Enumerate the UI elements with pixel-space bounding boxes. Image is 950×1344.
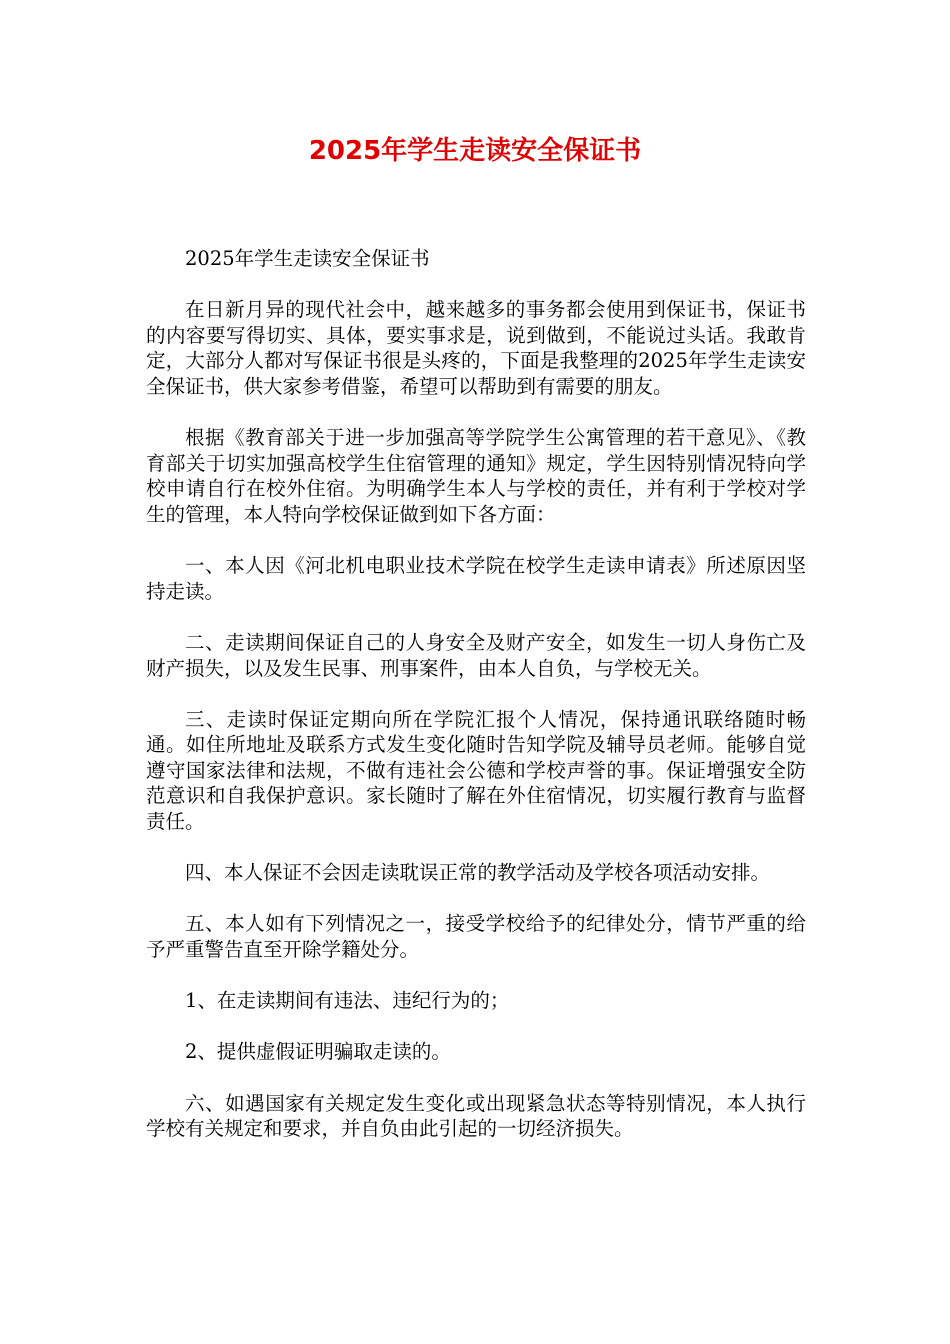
document-body bbox=[146, 246, 806, 1167]
paragraph-item-1: 一、本人因《河北机电职业技术学院在校学生走读申请表》所述原因坚持走读。 bbox=[146, 554, 806, 603]
paragraph-item-4: 四、本人保证不会因走读耽误正常的教学活动及学校各项活动安排。 bbox=[185, 861, 771, 885]
paragraph-item-3: 三、走读时保证定期向所在学院汇报个人情况，保持通讯联络随时畅通。如住所地址及联系方式发生变化随时告知学院及辅导员老师。能够自觉遵守国家法律和法规，不做有违社会公德和学校声誉的事。保证增强安全防范意识和自我保护意识。家长随时了解在外住宿情况，切实履行教育与监督责任。 bbox=[146, 707, 806, 834]
paragraph-item-2: 二、走读期间保证自己的人身安全及财产安全，如发生一切人身伤亡及财产损失，以及发生民事、刑事案件，由本人自负，与学校无关。 bbox=[146, 630, 806, 680]
paragraph-subitem-1: 1、在走读期间有违法、违纪行为的； bbox=[185, 989, 510, 1013]
paragraph-intro: 在日新月异的现代社会中，越来越多的事务都会使用到保证书，保证书的内容要写得切实、具体，要实事求是，说到做到，不能说过头话。我敢肯定，大部分人都对写保证书很是头疼的，下面是我整理的2025年学生走读安全保证书，供大家参考借鉴，希望可以帮助到有需要的朋友。 bbox=[146, 298, 806, 398]
document-title: 2025年学生走读安全保证书 bbox=[308, 136, 642, 166]
paragraph-basis: 根据《教育部关于进一步加强高等学院学生公寓管理的若干意见》、《教育部关于切实加强高校学生住宿管理的通知》规定，学生因特别情况特向学校申请自行在校外住宿。为明确学生本人与学校的责任，并有利于学校对学生的管理，本人特向学校保证做到如下各方面： bbox=[146, 426, 806, 526]
paragraph-item-5: 五、本人如有下列情况之一，接受学校给予的纪律处分，情节严重的给予严重警告直至开除学籍处分。 bbox=[146, 912, 806, 962]
paragraph-item-6: 六、如遇国家有关规定发生变化或出现紧急状态等特别情况，本人执行学校有关规定和要求，并自负由此引起的一切经济损失。 bbox=[146, 1091, 806, 1141]
paragraph-subitem-2: 2、提供虚假证明骗取走读的。 bbox=[185, 1040, 451, 1064]
paragraph-subtitle: 2025年学生走读安全保证书 bbox=[185, 247, 430, 270]
